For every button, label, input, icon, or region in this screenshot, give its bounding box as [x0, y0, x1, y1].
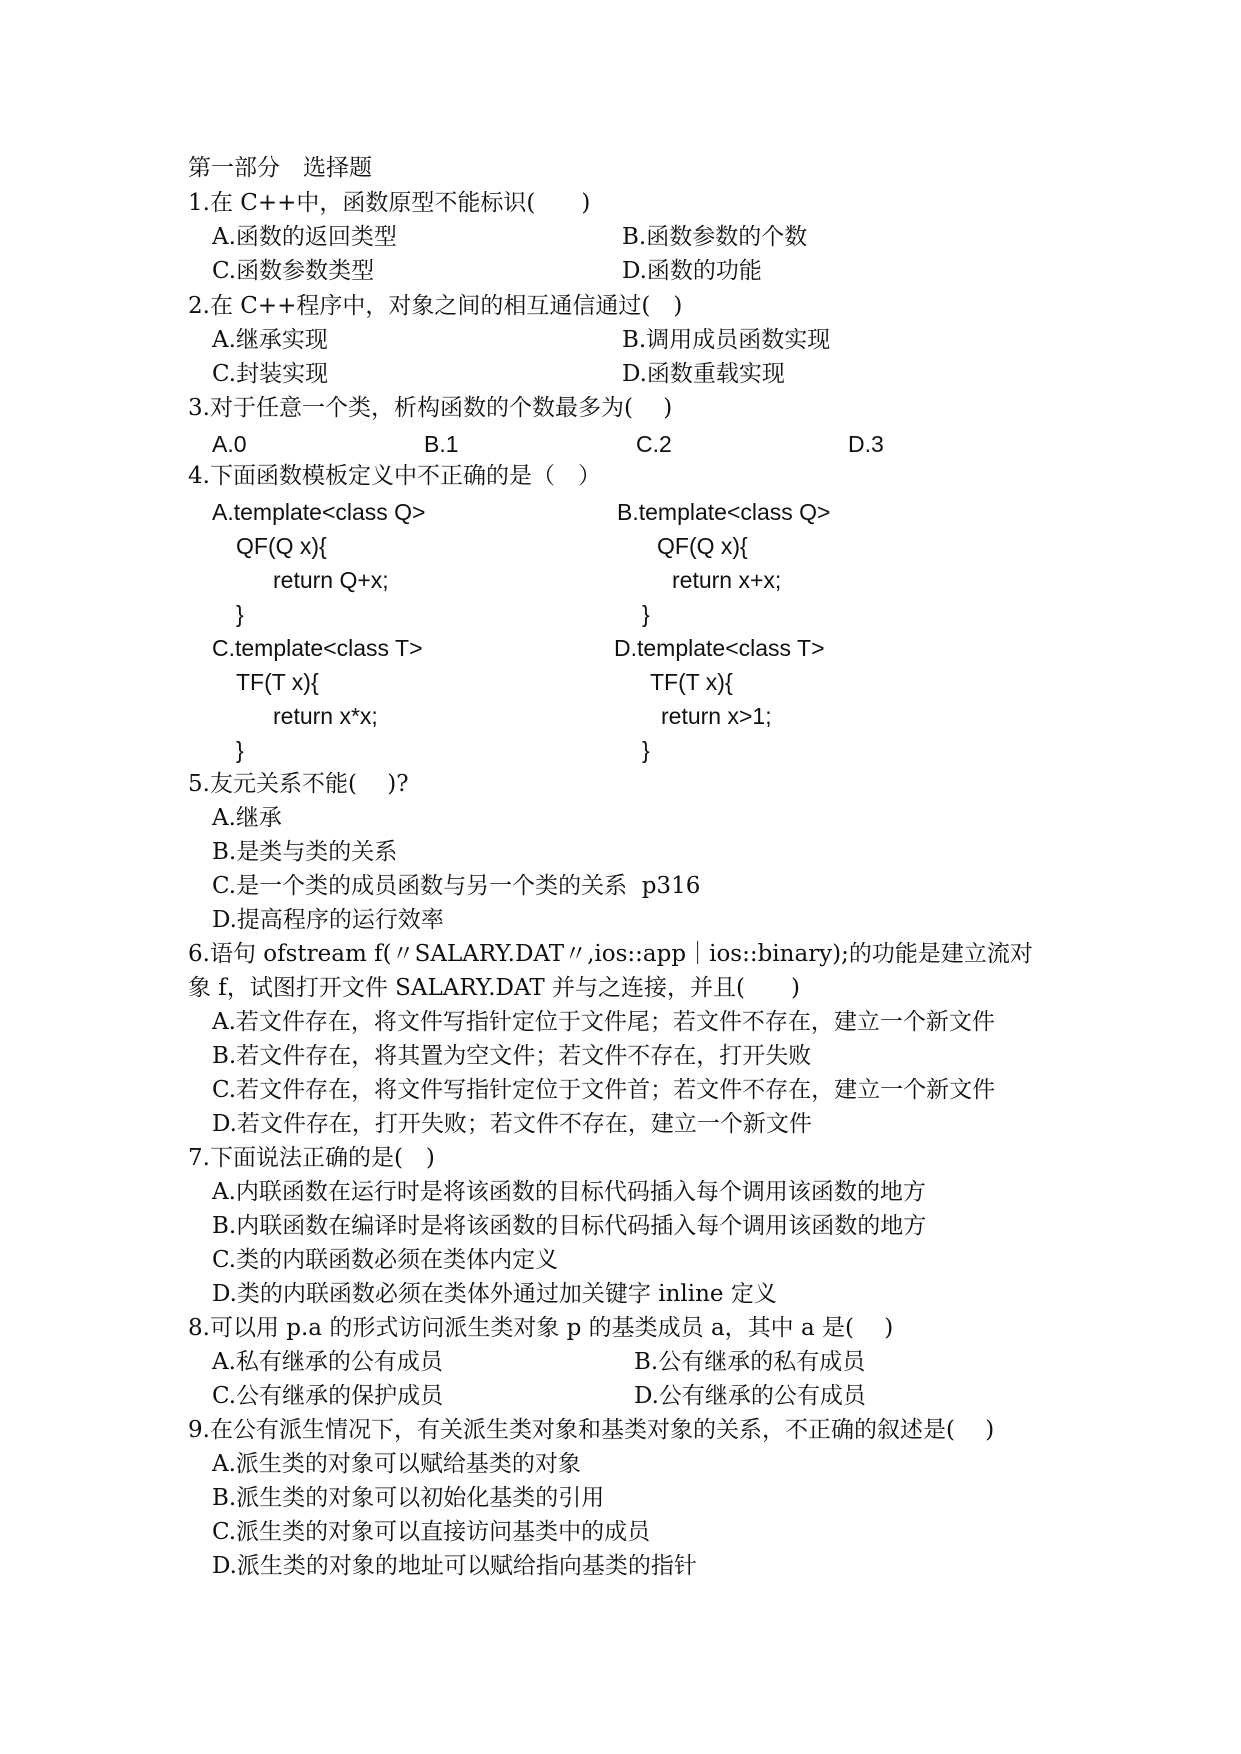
question-6-option-a: A.若文件存在，将文件写指针定位于文件尾；若文件不存在，建立一个新文件 — [212, 1009, 995, 1035]
question-4-option-a-line-2: QF(Q x){ — [236, 533, 327, 559]
question-9-option-b: B.派生类的对象可以初始化基类的引用 — [212, 1485, 605, 1511]
question-7-stem: 7.下面说法正确的是( ) — [188, 1145, 435, 1171]
question-9-stem: 9.在公有派生情况下，有关派生类对象和基类对象的关系，不正确的叙述是( ) — [188, 1417, 995, 1443]
question-5-option-b: B.是类与类的关系 — [212, 839, 398, 865]
question-4-option-b-line-4: } — [642, 601, 650, 627]
question-8-option-c: C.公有继承的保护成员 — [212, 1383, 444, 1409]
question-8-option-a: A.私有继承的公有成员 — [212, 1349, 443, 1375]
question-7-option-b: B.内联函数在编译时是将该函数的目标代码插入每个调用该函数的地方 — [212, 1213, 927, 1239]
question-9-option-d: D.派生类的对象的地址可以赋给指向基类的指针 — [212, 1553, 697, 1579]
question-4-option-a-line-3: return Q+x; — [273, 567, 389, 593]
question-1-stem: 1.在 C++中，函数原型不能标识( ) — [188, 190, 591, 216]
question-7-option-d: D.类的内联函数必须在类体外通过加关键字 inline 定义 — [212, 1281, 777, 1307]
question-6-option-c: C.若文件存在，将文件写指针定位于文件首；若文件不存在，建立一个新文件 — [212, 1077, 996, 1103]
question-4-option-d-line-1: D.template<class T> — [614, 635, 825, 661]
question-5-stem: 5.友元关系不能( )? — [188, 771, 409, 797]
question-4-option-c-line-3: return x*x; — [273, 703, 378, 729]
question-4-option-d-line-4: } — [642, 737, 650, 763]
question-8-option-b: B.公有继承的私有成员 — [634, 1349, 866, 1375]
question-4-option-c-line-1: C.template<class T> — [212, 635, 423, 661]
question-3-option-c: C.2 — [636, 431, 672, 457]
question-5-option-a: A.继承 — [212, 805, 282, 831]
question-2-option-d: D.函数重载实现 — [622, 361, 785, 387]
question-4-option-a-line-1: A.template<class Q> — [212, 499, 426, 525]
question-6-stem-line-1: 6.语句 ofstream f(〃SALARY.DAT〃,ios::app｜ios::binary);的功能是建立流对 — [188, 941, 1033, 967]
question-7-option-a: A.内联函数在运行时是将该函数的目标代码插入每个调用该函数的地方 — [212, 1179, 926, 1205]
section-title: 第一部分 选择题 — [188, 155, 372, 181]
question-1-option-a: A.函数的返回类型 — [212, 224, 397, 250]
question-2-option-a: A.继承实现 — [212, 327, 328, 353]
question-4-option-b-line-2: QF(Q x){ — [657, 533, 748, 559]
question-6-option-d: D.若文件存在，打开失败；若文件不存在，建立一个新文件 — [212, 1111, 812, 1137]
question-4-option-d-line-3: return x>1; — [661, 703, 772, 729]
question-3-option-a: A.0 — [212, 431, 247, 457]
question-7-option-c: C.类的内联函数必须在类体内定义 — [212, 1247, 559, 1273]
question-9-option-c: C.派生类的对象可以直接访问基类中的成员 — [212, 1519, 651, 1545]
question-4-option-a-line-4: } — [236, 601, 244, 627]
question-2-stem: 2.在 C++程序中，对象之间的相互通信通过( ) — [188, 293, 683, 319]
question-5-option-d: D.提高程序的运行效率 — [212, 907, 444, 933]
question-2-option-b: B.调用成员函数实现 — [622, 327, 831, 353]
question-4-option-b-line-1: B.template<class Q> — [617, 499, 831, 525]
question-5-option-c: C.是一个类的成员函数与另一个类的关系 p316 — [212, 873, 701, 899]
question-2-option-c: C.封装实现 — [212, 361, 329, 387]
question-1-option-b: B.函数参数的个数 — [622, 224, 808, 250]
question-3-option-b: B.1 — [424, 431, 459, 457]
question-4-option-b-line-3: return x+x; — [672, 567, 782, 593]
question-8-stem: 8.可以用 p.a 的形式访问派生类对象 p 的基类成员 a，其中 a 是( ) — [188, 1315, 894, 1341]
question-1-option-c: C.函数参数类型 — [212, 258, 375, 284]
question-4-option-d-line-2: TF(T x){ — [650, 669, 733, 695]
question-9-option-a: A.派生类的对象可以赋给基类的对象 — [212, 1451, 581, 1477]
question-3-stem: 3.对于任意一个类，析构函数的个数最多为( ) — [188, 395, 673, 421]
question-8-option-d: D.公有继承的公有成员 — [634, 1383, 866, 1409]
question-4-stem: 4.下面函数模板定义中不正确的是（ ） — [188, 463, 601, 489]
question-4-option-c-line-4: } — [236, 737, 244, 763]
question-1-option-d: D.函数的功能 — [622, 258, 762, 284]
question-6-option-b: B.若文件存在，将其置为空文件；若文件不存在，打开失败 — [212, 1043, 812, 1069]
question-4-option-c-line-2: TF(T x){ — [236, 669, 319, 695]
question-3-option-d: D.3 — [848, 431, 884, 457]
question-6-stem-line-2: 象 f，试图打开文件 SALARY.DAT 并与之连接，并且( ) — [188, 975, 800, 1001]
